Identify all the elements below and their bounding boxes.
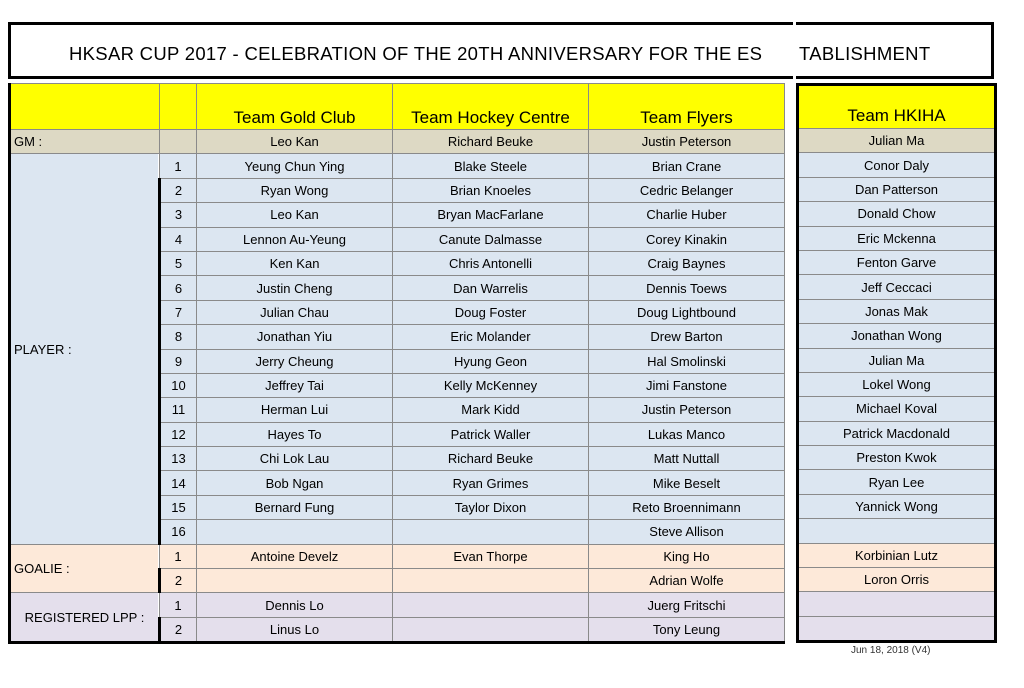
row-number: 4 [160,227,197,251]
player-name-team4: Michael Koval [798,397,996,421]
player-name-team2: Brian Knoeles [393,178,589,202]
player-name-team4: Korbinian Lutz [798,543,996,567]
player-name-team3: Corey Kinakin [589,227,785,251]
gm-team2: Richard Beuke [393,130,589,154]
gm-label: GM : [10,130,160,154]
row-number: 7 [160,300,197,324]
header-row [10,84,785,130]
row-number: 8 [160,325,197,349]
players-row-hkiha [798,494,996,518]
player-name-team2: Hyung Geon [393,349,589,373]
player-name-team1 [197,569,393,593]
row-number: 10 [160,373,197,397]
player-name-team4: Jeff Ceccaci [798,275,996,299]
players-row-hkiha [798,397,996,421]
players-row-hkiha [798,202,996,226]
player-name-team1: Leo Kan [197,203,393,227]
roster-table-hkiha [796,83,997,643]
player-name-team2: Canute Dalmasse [393,227,589,251]
row-number: 14 [160,471,197,495]
player-name-team2: Mark Kidd [393,398,589,422]
player-name-team2 [393,617,589,642]
player-name-team1: Hayes To [197,422,393,446]
player-name-team2 [393,520,589,544]
player-name-team3: Hal Smolinski [589,349,785,373]
players-row-hkiha [798,348,996,372]
row-number: 9 [160,349,197,373]
player-name-team2: Richard Beuke [393,447,589,471]
player-name-team3: Mike Beselt [589,471,785,495]
player-name-team3: Drew Barton [589,325,785,349]
player-name-team1 [197,520,393,544]
gm-row [10,130,785,154]
row-number: 5 [160,251,197,275]
roster-table [8,83,785,644]
player-name-team3: Dennis Toews [589,276,785,300]
player-name-team3: King Ho [589,544,785,568]
goalies-row-hkiha [798,543,996,567]
row-number: 1 [160,544,197,568]
header-team-gold-club: Team Gold Club [197,84,393,130]
players-row [10,154,785,178]
player-name-team3: Craig Baynes [589,251,785,275]
player-name-team4: Patrick Macdonald [798,421,996,445]
player-name-team2: Eric Molander [393,325,589,349]
players-row-hkiha [798,470,996,494]
lpp-label: REGISTERED LPP : [10,593,160,643]
player-name-team1: Chi Lok Lau [197,447,393,471]
player-name-team4 [798,616,996,641]
row-number: 3 [160,203,197,227]
row-number: 12 [160,422,197,446]
players-label: PLAYER : [10,154,160,544]
title-box-right [796,22,994,79]
players-row-hkiha [798,324,996,348]
header-team-flyers: Team Flyers [589,84,785,130]
player-name-team1: Linus Lo [197,617,393,642]
players-row-hkiha [798,519,996,543]
row-number: 11 [160,398,197,422]
player-name-team2: Doug Foster [393,300,589,324]
player-name-team3: Brian Crane [589,154,785,178]
row-number: 16 [160,520,197,544]
header-label-cell [10,84,160,130]
gm-team1: Leo Kan [197,130,393,154]
player-name-team4: Conor Daly [798,153,996,177]
player-name-team2: Ryan Grimes [393,471,589,495]
player-name-team3: Jimi Fanstone [589,373,785,397]
players-row-hkiha [798,299,996,323]
player-name-team1: Jeffrey Tai [197,373,393,397]
gm-row-hkiha [798,129,996,153]
player-name-team3: Juerg Fritschi [589,593,785,617]
player-name-team4: Loron Orris [798,568,996,592]
player-name-team3: Doug Lightbound [589,300,785,324]
gm-num [160,130,197,154]
players-row-hkiha [798,153,996,177]
player-name-team3: Reto Broennimann [589,495,785,519]
player-name-team3: Justin Peterson [589,398,785,422]
player-name-team4: Yannick Wong [798,494,996,518]
players-row-hkiha [798,372,996,396]
player-name-team4: Jonas Mak [798,299,996,323]
player-name-team4: Ryan Lee [798,470,996,494]
player-name-team4: Dan Patterson [798,177,996,201]
player-name-team1: Bob Ngan [197,471,393,495]
player-name-team1: Jerry Cheung [197,349,393,373]
player-name-team2: Chris Antonelli [393,251,589,275]
player-name-team2: Taylor Dixon [393,495,589,519]
player-name-team1: Ryan Wong [197,178,393,202]
player-name-team4 [798,592,996,616]
goalies-row-hkiha [798,568,996,592]
page-title: HKSAR CUP 2017 - CELEBRATION OF THE 20TH ANNIVERSARY FOR THE ES [69,43,763,64]
player-name-team2: Blake Steele [393,154,589,178]
row-number: 15 [160,495,197,519]
player-name-team1: Ken Kan [197,251,393,275]
row-number: 2 [160,569,197,593]
player-name-team4: Donald Chow [798,202,996,226]
player-name-team4 [798,519,996,543]
gm-team4: Julian Ma [798,129,996,153]
player-name-team3: Steve Allison [589,520,785,544]
player-name-team2: Patrick Waller [393,422,589,446]
players-row-hkiha [798,421,996,445]
player-name-team2: Dan Warrelis [393,276,589,300]
goalies-row [10,544,785,568]
player-name-team1: Julian Chau [197,300,393,324]
player-name-team1: Justin Cheng [197,276,393,300]
player-name-team4: Fenton Garve [798,250,996,274]
player-name-team1: Antoine Develz [197,544,393,568]
player-name-team2: Evan Thorpe [393,544,589,568]
row-number: 1 [160,154,197,178]
header-team-hkiha: Team HKIHA [798,85,996,129]
player-name-team2 [393,569,589,593]
player-name-team1: Dennis Lo [197,593,393,617]
player-name-team4: Julian Ma [798,348,996,372]
lpp-row [10,593,785,617]
player-name-team2: Bryan MacFarlane [393,203,589,227]
lpp-row-hkiha [798,592,996,616]
players-row-hkiha [798,446,996,470]
players-row-hkiha [798,177,996,201]
row-number: 2 [160,178,197,202]
goalies-label: GOALIE : [10,544,160,593]
players-row-hkiha [798,250,996,274]
player-name-team3: Charlie Huber [589,203,785,227]
player-name-team2 [393,593,589,617]
player-name-team3: Lukas Manco [589,422,785,446]
header-num-cell [160,84,197,130]
player-name-team4: Jonathan Wong [798,324,996,348]
players-row-hkiha [798,275,996,299]
player-name-team1: Jonathan Yiu [197,325,393,349]
version-stamp: Jun 18, 2018 (V4) [851,645,931,656]
players-row-hkiha [798,226,996,250]
row-number: 6 [160,276,197,300]
player-name-team1: Lennon Au-Yeung [197,227,393,251]
player-name-team4: Preston Kwok [798,446,996,470]
lpp-row-hkiha [798,616,996,641]
player-name-team3: Matt Nuttall [589,447,785,471]
title-box [8,22,793,79]
player-name-team3: Adrian Wolfe [589,569,785,593]
player-name-team1: Yeung Chun Ying [197,154,393,178]
row-number: 1 [160,593,197,617]
player-name-team2: Kelly McKenney [393,373,589,397]
player-name-team1: Herman Lui [197,398,393,422]
player-name-team3: Cedric Belanger [589,178,785,202]
player-name-team1: Bernard Fung [197,495,393,519]
header-row-hkiha [798,85,996,129]
page-title-continued: TABLISHMENT [799,43,931,64]
row-number: 13 [160,447,197,471]
player-name-team4: Lokel Wong [798,372,996,396]
row-number: 2 [160,617,197,642]
player-name-team4: Eric Mckenna [798,226,996,250]
header-team-hockey-centre: Team Hockey Centre [393,84,589,130]
gm-team3: Justin Peterson [589,130,785,154]
player-name-team3: Tony Leung [589,617,785,642]
